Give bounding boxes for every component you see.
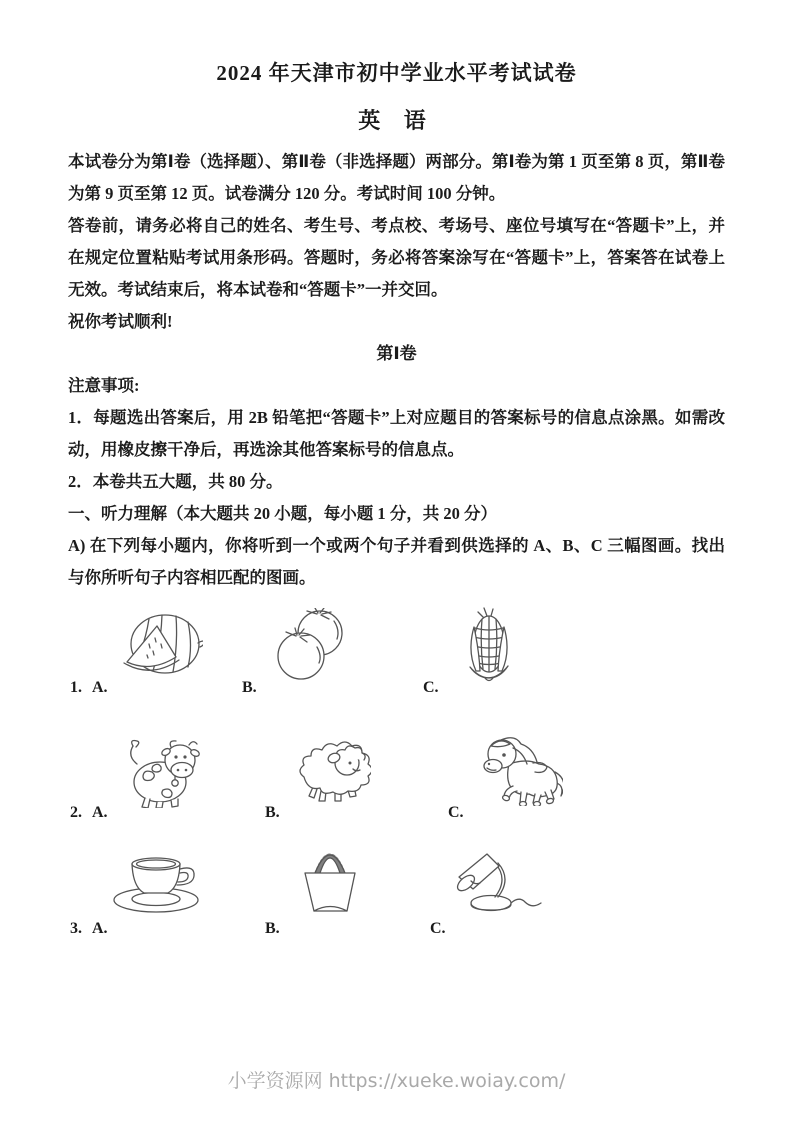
- question-1-option-c: C.: [423, 679, 439, 696]
- question-3-option-c: C.: [430, 920, 446, 937]
- question-1-number: 1.: [70, 679, 82, 696]
- tomatoes-image: [274, 608, 346, 680]
- question-3-option-b: B.: [265, 920, 280, 937]
- question-1-labels: [68, 677, 725, 699]
- question-2-images: [68, 730, 725, 808]
- question-2: [68, 730, 725, 824]
- question-2-option-b: B.: [265, 804, 280, 821]
- intro-paragraph-2: 答卷前，请务必将自己的姓名、考生号、考点校、考场号、座位号填写在“答题卡”上，并在规定位置粘贴考试用条形码。答题时，务必将答案涂写在“答题卡”上，答案答在试卷上无效。考试结束后，将本试卷和“答题卡”一并交回。: [68, 216, 725, 299]
- question-1-option-b: B.: [242, 679, 257, 696]
- watermelon-image: [119, 611, 203, 677]
- section1-heading: 一、听力理解（本大题共 20 小题，每小题 1 分，共 20 分）: [68, 504, 497, 523]
- corn-image: [463, 605, 515, 683]
- notes-heading: 注意事项:: [68, 376, 140, 395]
- section1-instruction-a: A) 在下列每小题内，你将听到一个或两个句子并看到供选择的 A、B、C 三幅图画。找出与你所听句子内容相匹配的图画。: [68, 536, 725, 587]
- watermark-text: 小学资源网 https://xueke.woiay.com/: [227, 1070, 566, 1092]
- note-item-1: 1．每题选出答案后，用 2B 铅笔把“答题卡”上对应题目的答案标号的信息点涂黑。如需改动，用橡皮擦干净后，再选涂其他答案标号的信息点。: [68, 408, 725, 459]
- page-content: [0, 58, 793, 940]
- cow-image: [123, 732, 201, 808]
- question-2-labels: [68, 802, 725, 824]
- desk-lamp-image: [451, 851, 543, 915]
- part1-heading: 第Ⅰ卷: [376, 344, 417, 363]
- question-2-option-c: C.: [448, 804, 464, 821]
- question-3-option-a: A.: [92, 920, 108, 937]
- page-title: 2024 年天津市初中学业水平考试试卷: [216, 61, 577, 85]
- question-1: [68, 605, 725, 699]
- intro-paragraph-1: 本试卷分为第Ⅰ卷（选择题）、第Ⅱ卷（非选择题）两部分。第Ⅰ卷为第 1 页至第 8 页，第Ⅱ卷为第 9 页至第 12 页。试卷满分 120 分。考试时间 100 分钟。: [68, 152, 725, 203]
- note-item-2: 2．本卷共五大题，共 80 分。: [68, 472, 283, 491]
- horse-image: [477, 732, 563, 806]
- question-1-images: [68, 605, 725, 683]
- question-3: [68, 847, 725, 940]
- exam-wish-line: 祝你考试顺利!: [68, 312, 173, 331]
- question-3-labels: [68, 918, 725, 940]
- question-3-images: [68, 847, 725, 915]
- question-1-option-a: A.: [92, 679, 108, 696]
- question-3-number: 3.: [70, 920, 82, 937]
- subject-title: 英 语: [358, 108, 435, 133]
- teacup-image: [111, 855, 207, 913]
- sheep-image: [291, 735, 371, 803]
- tote-bag-image: [301, 847, 359, 915]
- question-2-option-a: A.: [92, 804, 108, 821]
- question-2-number: 2.: [70, 804, 82, 821]
